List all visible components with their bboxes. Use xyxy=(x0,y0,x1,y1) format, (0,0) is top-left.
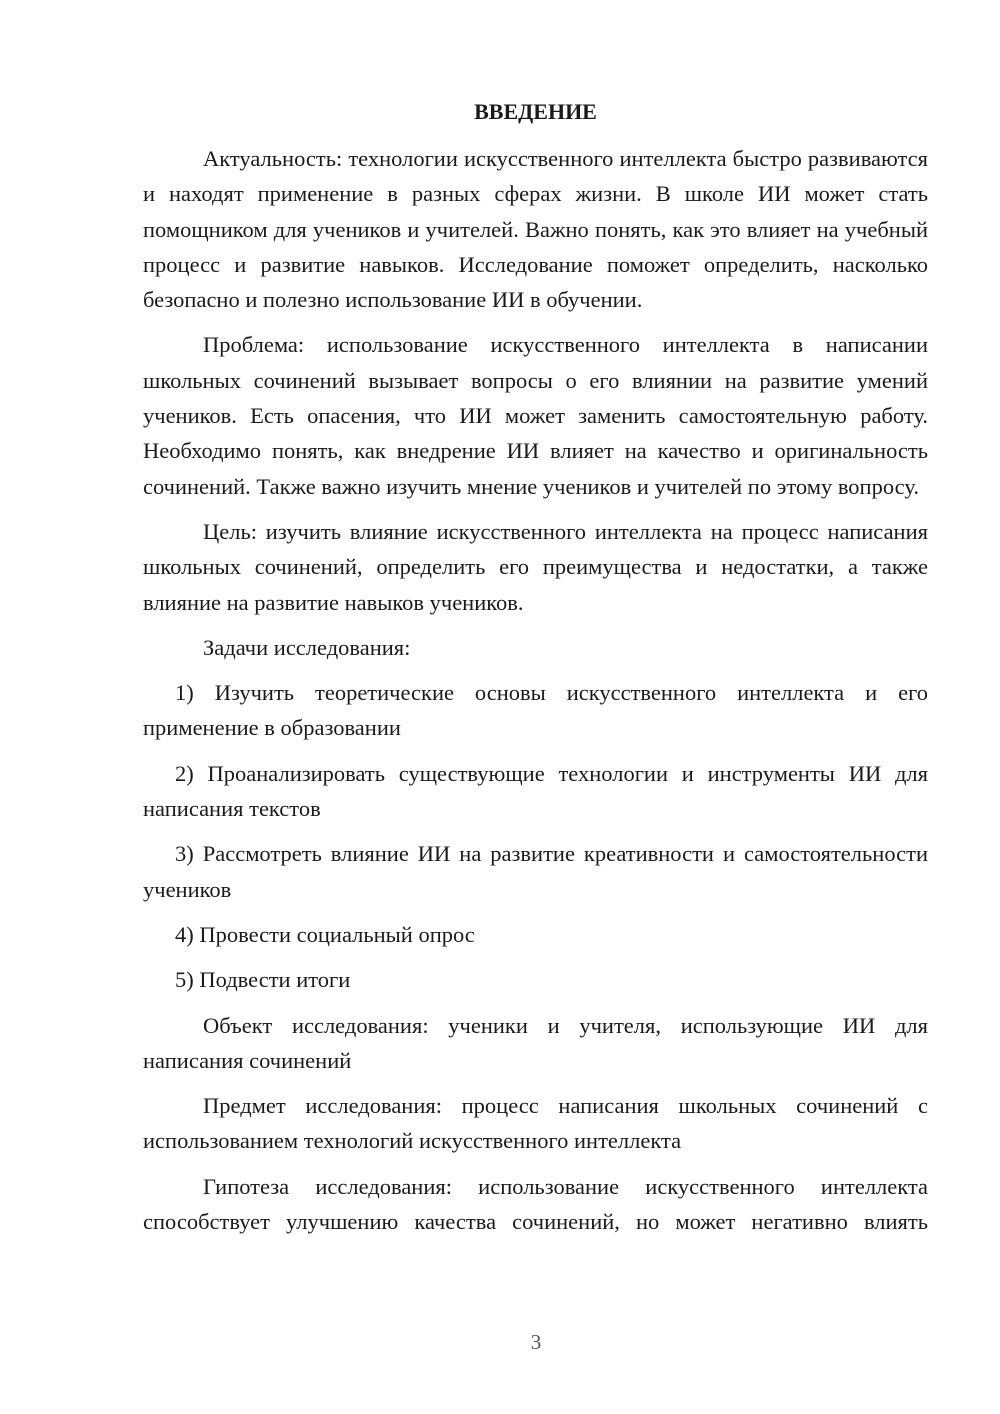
task-item-2: 2) Проанализировать существующие технологии и инструменты ИИ для написания текстов xyxy=(143,760,928,822)
tasks-heading: Задачи исследования: xyxy=(203,634,411,660)
subject-paragraph: Предмет исследования: процесс написания школьных сочинений с использованием технологий искусственного интеллекта xyxy=(143,1093,928,1154)
page-number: 3 xyxy=(530,1330,542,1354)
task-item-1: 1) Изучить теоретические основы искусственного интеллекта и его применение в образовании xyxy=(143,680,928,741)
problem-paragraph: Проблема: использование искусственного интеллекта в написании школьных сочинений вызывает вопросы о его влиянии на развитие умений учеников. Есть опасения, что ИИ может заменить самостоятельную работу. Необходимо понять, как внедрение ИИ влияет на качество и оригинальность сочинений. Также важно изучить мнение учеников и учителей по этому вопросу. xyxy=(143,332,928,499)
hypothesis-paragraph: Гипотеза исследования: использование искусственного интеллекта способствует улучшению качества сочинений, но может негативно влиять xyxy=(143,1173,928,1235)
page-title: ВВЕДЕНИЕ xyxy=(474,99,597,124)
object-paragraph: Объект исследования: ученики и учителя, использующие ИИ для написания сочинений xyxy=(143,1012,928,1073)
task-item-4: 4) Провести социальный опрос xyxy=(175,921,475,947)
goal-paragraph: Цель: изучить влияние искусственного интеллекта на процесс написания школьных сочинений, определить его преимущества и недостатки, а также влияние на развитие навыков учеников. xyxy=(143,518,928,615)
task-item-3: 3) Рассмотреть влияние ИИ на развитие креативности и самостоятельности учеников xyxy=(143,841,928,902)
document-page xyxy=(143,94,928,1239)
relevance-paragraph: Актуальность: технологии искусственного интеллекта быстро развиваются и находят применение в разных сферах жизни. В школе ИИ может стать помощником для учеников и учителей. Важно понять, как это влияет на учебный процесс и развитие навыков. Исследование поможет определить, насколько безопасно и полезно использование ИИ в обучении. xyxy=(143,146,928,313)
task-item-5: 5) Подвести итоги xyxy=(175,967,351,993)
